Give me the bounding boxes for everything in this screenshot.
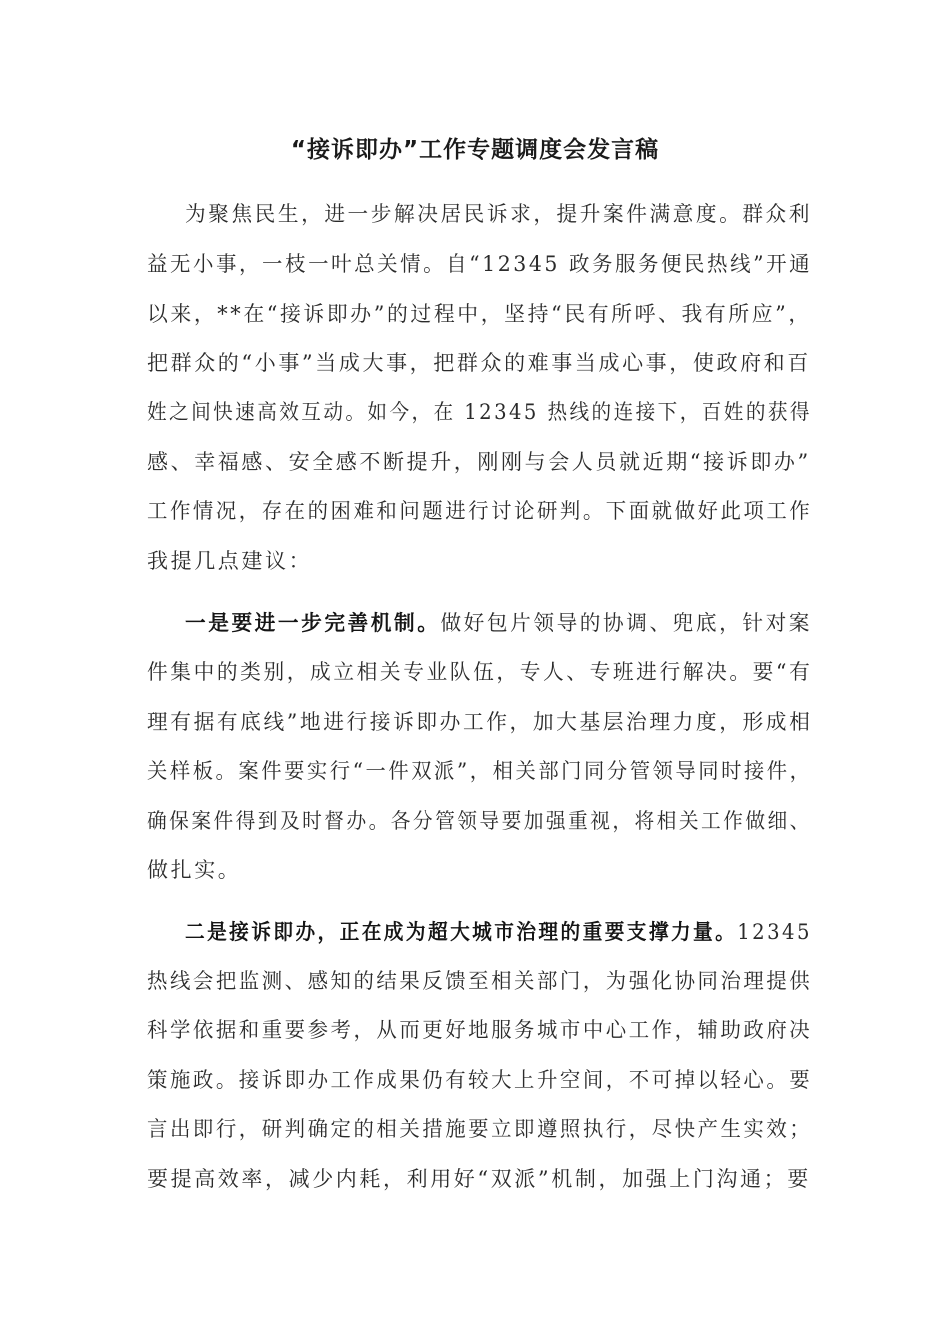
point-two-text: 12345 [737,920,812,944]
paragraph-line: 理有据有底线”地进行接诉即办工作，加大基层治理力度，形成相 [147,710,813,734]
paragraph-line: 做扎实。 [147,858,242,882]
paragraph-line: 以来，**在“接诉即办”的过程中，坚持“民有所呼、我有所应”， [147,302,812,326]
paragraph-line: 确保案件得到及时督办。各分管领导要加强重视，将相关工作做细、 [147,809,812,833]
paragraph-line: 我提几点建议： [147,549,313,573]
paragraph-line: 为聚焦民生，进一步解决居民诉求，提升案件满意度。群众利 [185,202,813,226]
point-one-heading: 一是要进一步完善机制。 [185,610,441,635]
paragraph-line: 工作情况，存在的困难和问题进行讨论研判。下面就做好此项工作 [147,499,813,523]
paragraph-line: 热线会把监测、感知的结果反馈至相关部门，为强化协同治理提供 [147,969,813,993]
point-one-first-line [185,606,812,640]
paragraph-line: 言出即行，研判确定的相关措施要立即遵照执行，尽快产生实效； [147,1117,813,1141]
document-title: “接诉即办”工作专题调度会发言稿 [290,137,660,163]
paragraph-line: 要提高效率，减少内耗，利用好“双派”机制，加强上门沟通；要 [147,1167,811,1191]
paragraph-line: 益无小事，一枝一叶总关情。自“12345 政务服务便民热线”开通 [147,252,813,276]
paragraph-line: 感、幸福感、安全感不断提升，刚刚与会人员就近期“接诉即办” [147,450,811,474]
paragraph-line: 科学依据和重要参考，从而更好地服务城市中心工作，辅助政府决 [147,1018,813,1042]
point-two-heading: 二是接诉即办，正在成为超大城市治理的重要支撑力量。 [185,919,738,944]
point-one-text: 做好包片领导的协调、兜底，针对案 [440,611,813,635]
point-two-first-line [185,915,812,949]
paragraph-line: 策施政。接诉即办工作成果仍有较大上升空间，不可掉以轻心。要 [147,1068,813,1092]
paragraph-line: 关样板。案件要实行“一件双派”，相关部门同分管领导同时接件， [147,759,813,783]
paragraph-line: 把群众的“小事”当成大事，把群众的难事当成心事，使政府和百 [147,351,811,375]
paragraph-line: 件集中的类别，成立相关专业队伍，专人、专班进行解决。要“有 [147,660,813,684]
paragraph-line: 姓之间快速高效互动。如今，在 12345 热线的连接下，百姓的获得 [147,400,812,424]
